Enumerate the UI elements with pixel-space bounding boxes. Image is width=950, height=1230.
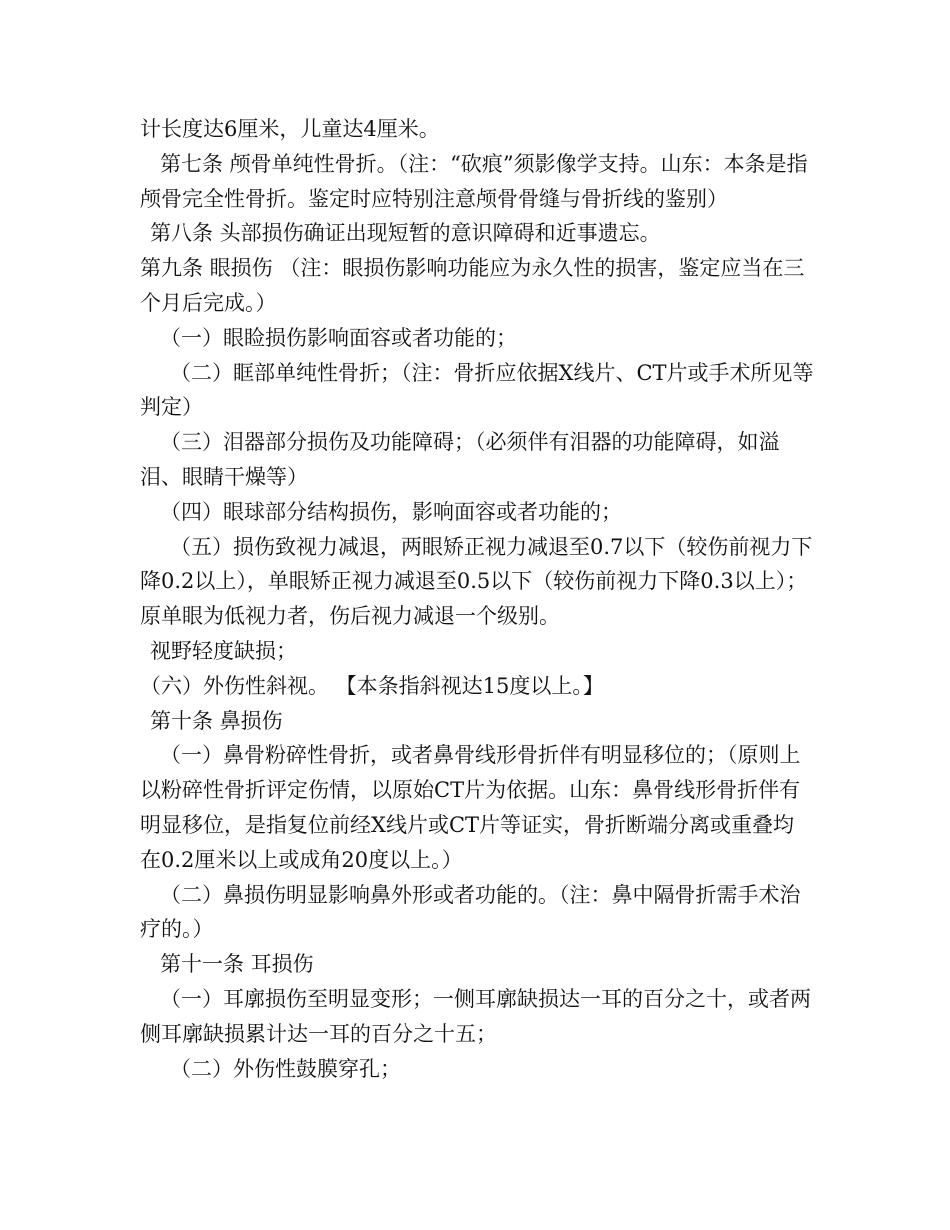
paragraph-article-9: 第九条 眼损伤 （注：眼损伤影响功能应为永久性的损害，鉴定应当在三个月后完成。）: [140, 256, 805, 315]
paragraph-eye-item-2: （二）眶部单纯性骨折；（注：骨折应依据X线片、CT片或手术所见等判定）: [140, 360, 814, 420]
paragraph-article-7: 第七条 颅骨单纯性骨折。（注：“砍痕”须影像学支持。山东：本条是指颅骨完全性骨折。鉴定时应特别注意颅骨骨缝与骨折线的鉴别）: [140, 151, 808, 211]
paragraph-eye-item-5: （五）损伤致视力减退，两眼矫正视力减退至0.7以下（较伤前视力下降0.2以上），单眼矫正视力减退至0.5以下（较伤前视力下降0.3以上）；原单眼为低视力者，伤后视力减退一个级别。: [140, 534, 813, 629]
paragraph-continuation: 计长度达6厘米，儿童达4厘米。: [140, 117, 440, 141]
paragraph-article-10: 第十条 鼻损伤: [150, 708, 283, 733]
paragraph-nose-item-2: （二）鼻损伤明显影响鼻外形或者功能的。（注：鼻中隔骨折需手术治疗的。）: [140, 882, 801, 942]
paragraph-article-8: 第八条 头部损伤确证出现短暂的意识障碍和近事遗忘。: [150, 221, 661, 246]
paragraph-nose-item-1: （一）鼻骨粉碎性骨折，或者鼻骨线形骨折伴有明显移位的；（原则上以粉碎性骨折评定伤情，以原始CT片为依据。山东：鼻骨线形骨折伴有明显移位，是指复位前经X线片或CT片等证实，骨折断端分离或重叠均在0.2厘米以上或成角20度以上。）: [140, 743, 801, 872]
paragraph-eye-item-4: （四）眼球部分结构损伤，影响面容或者功能的；: [160, 499, 622, 524]
paragraph-eye-item-6: （六）外伤性斜视。 【本条指斜视达15度以上。】: [140, 673, 604, 698]
document-body: [140, 112, 815, 1086]
paragraph-ear-item-2: （二）外伤性鼓膜穿孔；: [170, 1056, 401, 1081]
paragraph-visual-field: 视野轻度缺损；: [150, 638, 297, 663]
paragraph-article-11: 第十一条 耳损伤: [160, 952, 314, 977]
paragraph-eye-item-3: （三）泪器部分损伤及功能障碍；（必须伴有泪器的功能障碍，如溢泪、眼睛干燥等）: [140, 430, 780, 489]
paragraph-eye-item-1: （一）眼睑损伤影响面容或者功能的；: [160, 325, 517, 350]
paragraph-ear-item-1: （一）耳廓损伤至明显变形；一侧耳廓缺损达一耳的百分之十，或者两侧耳廓缺损累计达一耳的百分之十五；: [140, 986, 811, 1046]
